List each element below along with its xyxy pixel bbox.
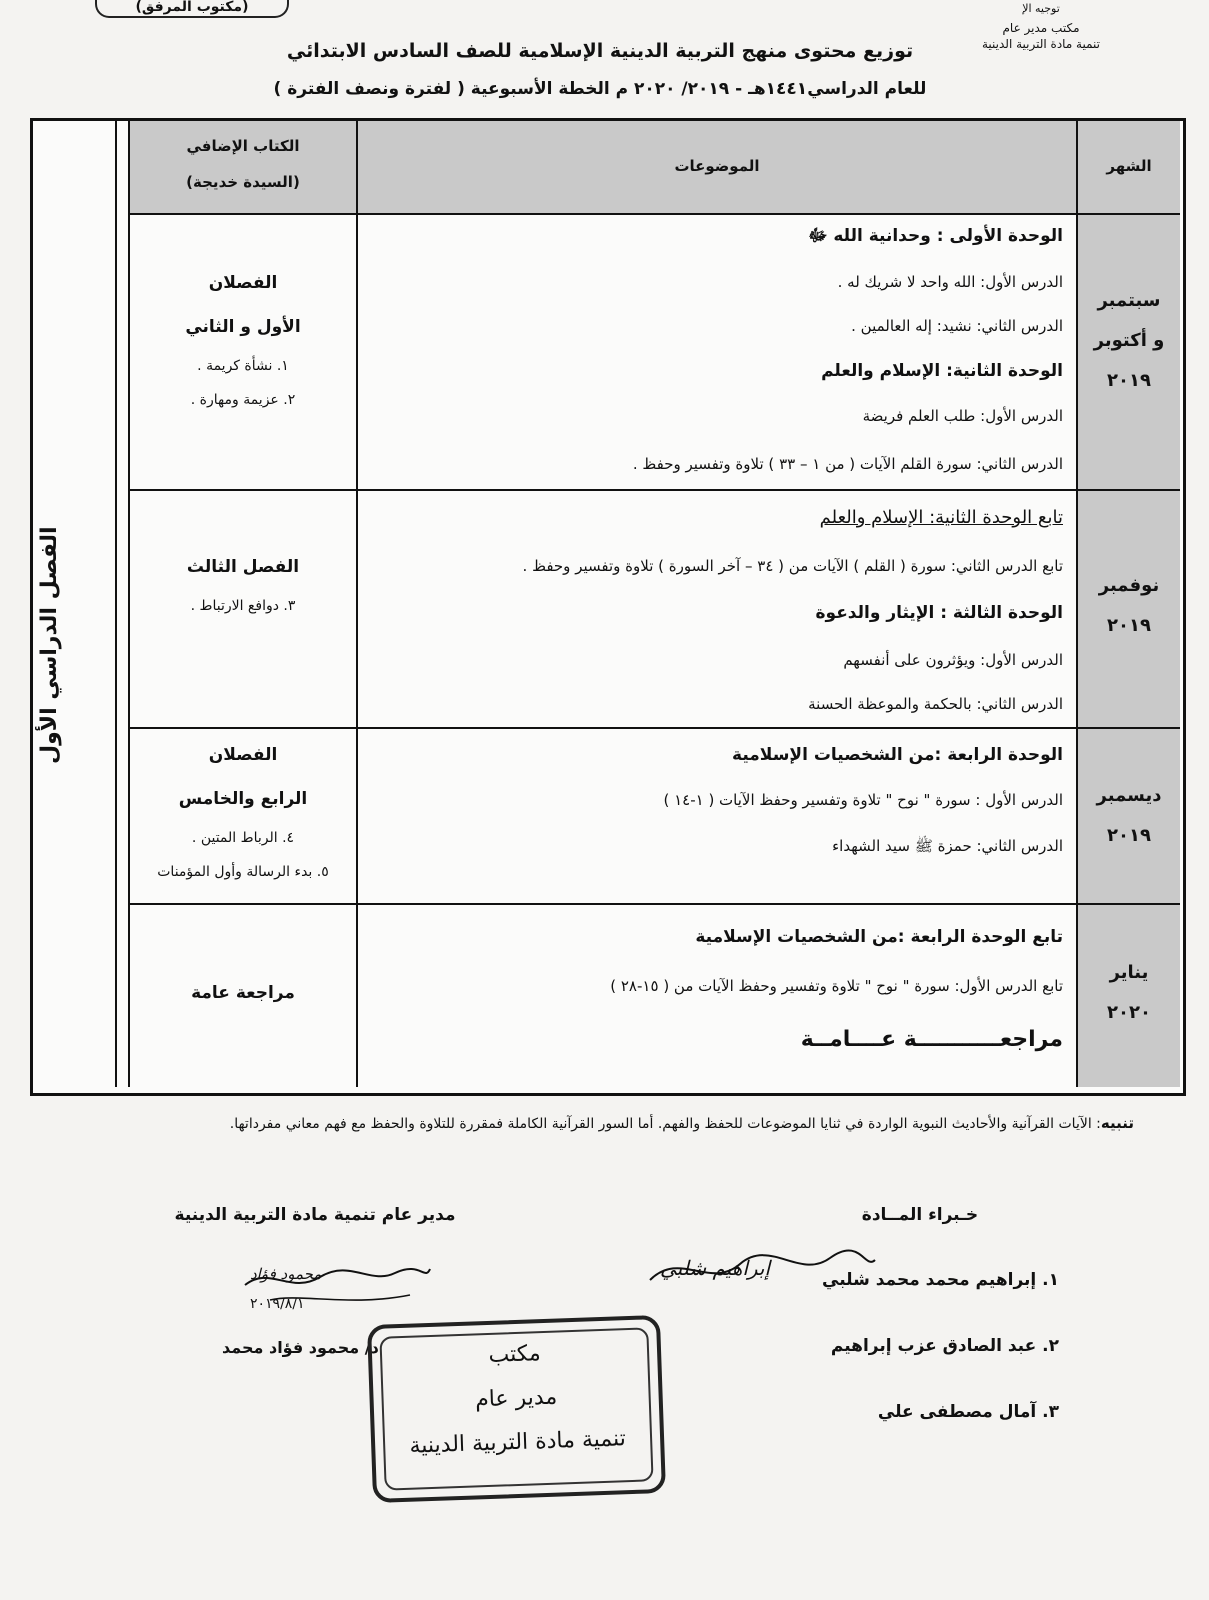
topic-r2-unit3: الوحدة الثالثة : الإيثار والدعوة [815,603,1063,623]
month-4-line2: ٢٠٢٠ [1107,1002,1151,1023]
expert1-signature: إبراهيم شلبي [660,1256,771,1280]
row1-border [128,489,1180,491]
header-month: الشهر [1106,157,1152,175]
office-line1: مكتب مدير عام [1002,21,1080,35]
experts-title: خـبراء المــادة [861,1205,979,1225]
note-text: : الآيات القرآنية والأحاديث النبوية الواردة في ثنايا الموضوعات للحفظ والفهم. أما السور القرآنية الكاملة فمقررة للتلاوة والحفظ مع فهم معاني مفرداتها. [229,1116,1101,1132]
director-name: د/ محمود فؤاد محمد [222,1338,379,1357]
stamp-line1: مكتب [488,1341,542,1368]
row2-border [128,727,1180,729]
books-cell-1 [130,261,356,417]
topic-r2-lesson2: الدرس الأول: ويؤثرون على أنفسهم [843,651,1063,669]
term-label: الفصل الدراسي الأول [37,526,62,764]
month-cell-4 [1078,953,1180,1033]
books-column-border [356,121,358,1087]
row3-border [128,903,1180,905]
month-2-line1: نوفمبر [1098,575,1160,596]
month-2-line2: ٢٠١٩ [1107,615,1151,636]
header-books-line1: الكتاب الإضافي [186,137,300,155]
topic-r1-lesson3: الدرس الأول: طلب العلم فريضة [862,407,1063,425]
topic-r3-lesson2: الدرس الثاني: حمزة ﷺ سيد الشهداء [832,837,1063,855]
books-r4-line1: مراجعة عامة [191,983,295,1003]
curriculum-table [30,118,1186,1096]
month-3-line2: ٢٠١٩ [1107,825,1151,846]
month-1-line1: سبتمبر [1097,290,1161,311]
document-title: توزيع محتوى منهج التربية الدينية الإسلامية للصف السادس الابتدائي [286,40,914,62]
header-books-line2: (السيدة خديجة) [186,173,300,191]
month-3-line1: ديسمبر [1096,785,1162,806]
topic-r1-unit2: الوحدة الثانية: الإسلام والعلم [821,361,1063,381]
books-r1-line4: ٢. عزيمة ومهارة . [190,392,296,408]
top-left-cropped-box: (مكتوب المرفق) [95,0,289,18]
topic-r2-lesson3: الدرس الثاني: بالحكمة والموعظة الحسنة [808,695,1063,713]
books-r2-line2: ٣. دوافع الارتباط . [190,598,296,614]
topic-r2-lesson1: تابع الدرس الثاني: سورة ( القلم ) الآيات من ( ٣٤ – آخر السورة ) تلاوة وتفسير وحفظ . [522,557,1063,575]
books-r1-line1: الفصلان [208,273,278,293]
topic-r4-lesson1: تابع الدرس الأول: سورة " نوح " تلاوة وتفسير وحفظ الآيات من ( ١٥-٢٨ ) [610,977,1063,995]
term-column-border [115,121,117,1087]
note-label: تنبيه [1100,1114,1134,1132]
topic-r4-unit-cont: تابع الوحدة الرابعة :من الشخصيات الإسلامية [695,927,1063,947]
expert-1: ١. إبراهيم محمد محمد شلبي [822,1270,1059,1290]
expert-3: ٣. آمال مصطفى علي [877,1402,1059,1422]
books-r3-line2: الرابع والخامس [178,789,308,809]
document-subtitle: للعام الدراسي١٤٤١هـ - ٢٠١٩/ ٢٠٢٠ م الخطة الأسبوعية ( لفترة ونصف الفترة ) [273,79,927,99]
books-r3-line4: ٥. بدء الرسالة وأول المؤمنات [157,864,329,880]
topic-r2-unit-cont: تابع الوحدة الثانية: الإسلام والعلم [819,507,1063,528]
note-paragraph [74,1108,1134,1139]
books-r2-line1: الفصل الثالث [186,557,300,577]
director-title: مدير عام تنمية مادة التربية الدينية [174,1205,456,1225]
books-r3-line3: ٤. الرباط المتين . [191,830,295,846]
stamp-line2: مدير عام [474,1384,558,1413]
books-cell-4 [130,971,356,1015]
office-stamp [367,1315,666,1503]
month-cell-2 [1078,566,1180,646]
books-r1-line3: ١. نشأة كريمة . [197,358,289,374]
month-1-line2: و أكتوبر [1093,330,1165,351]
topic-r1-lesson4: الدرس الثاني: سورة القلم الآيات ( من ١ – ٣٣ ) تلاوة وتفسير وحفظ . [632,455,1063,473]
month-cell-1 [1078,281,1180,401]
books-r3-line1: الفصلان [208,745,278,765]
month-cell-3 [1078,776,1180,856]
topic-r1-unit1: الوحدة الأولى : وحدانية الله ﷻ [808,226,1063,246]
topic-r1-lesson2: الدرس الثاني: نشيد: إله العالمين . [851,317,1063,335]
office-line2: تنمية مادة التربية الدينية [981,37,1101,51]
director-date: ٢٠١٩/٨/١ [250,1296,305,1312]
month-1-line3: ٢٠١٩ [1107,370,1151,391]
month-4-line1: يناير [1109,962,1149,983]
books-r1-line2: الأول و الثاني [185,317,301,337]
expert-2: ٢. عبد الصادق عزب إبراهيم [830,1336,1059,1356]
books-cell-3 [130,733,356,889]
stamp-line3: تنمية مادة التربية الدينية [409,1426,627,1459]
topic-r1-lesson1: الدرس الأول: الله واحد لا شريك له . [837,273,1063,291]
topic-r3-unit4: الوحدة الرابعة :من الشخصيات الإسلامية [732,745,1063,765]
director-handwritten: محمود فؤاد [250,1265,322,1283]
header-row-border [128,213,1180,215]
office-cropped-text: توجيه الإ [1022,2,1060,15]
header-topics: الموضوعات [674,157,760,175]
topic-r3-lesson1: الدرس الأول : سورة " نوح " تلاوة وتفسير وحفظ الآيات ( ١-١٤ ) [663,791,1063,809]
topic-r4-review: مراجعـــــــــــة عــــامــة [800,1027,1063,1052]
books-cell-2 [130,545,356,623]
